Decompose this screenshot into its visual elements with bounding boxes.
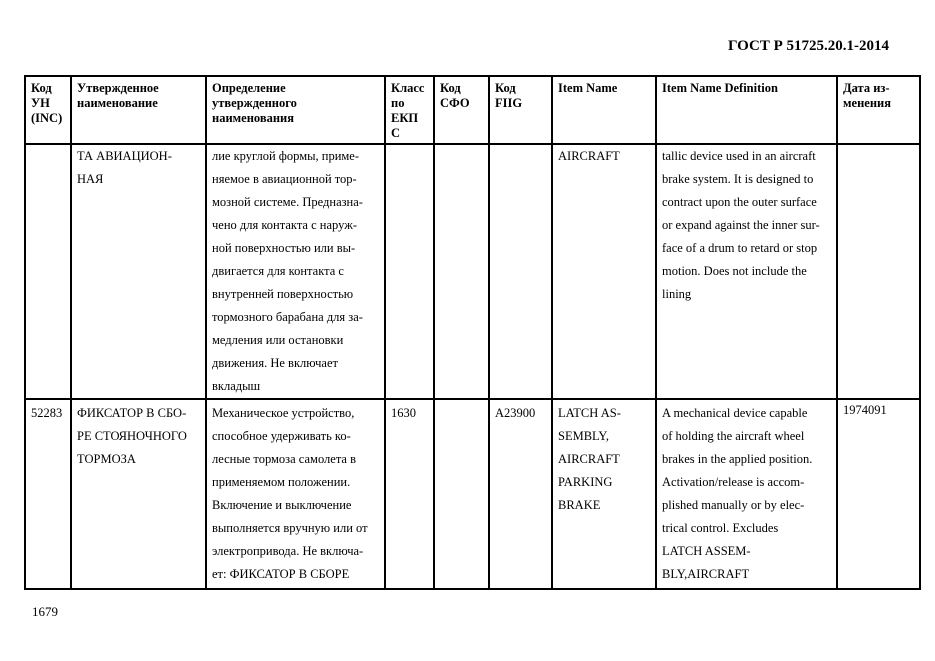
cell-text: РЕ СТОЯНОЧНОГО xyxy=(77,429,187,443)
header-text: УН xyxy=(31,96,50,110)
page-number: 1679 xyxy=(32,604,58,619)
cell-text: A mechanical device capable xyxy=(662,406,808,420)
header-text: утвержденного xyxy=(212,96,297,110)
header-text: Определение xyxy=(212,81,286,95)
cell-class xyxy=(385,399,434,589)
cell-text: электропривода. Не включа- xyxy=(212,544,364,558)
column-header-sfo xyxy=(434,76,489,144)
cell-text: чено для контакта с наруж- xyxy=(212,218,357,232)
cell-text: ет: ФИКСАТОР В СБОРЕ xyxy=(212,567,350,581)
cell-text: движения. Не включает xyxy=(212,356,338,370)
header-text: Код xyxy=(440,81,461,95)
header-text: Код xyxy=(31,81,52,95)
nomenclature-table xyxy=(24,75,921,590)
header-text: Item Name xyxy=(558,81,618,95)
header-text: С xyxy=(391,126,401,140)
cell-definition xyxy=(206,399,385,589)
cell-text: способное удерживать ко- xyxy=(212,429,351,443)
cell-text: няемое в авиационной тор- xyxy=(212,172,357,186)
cell-item-definition xyxy=(656,399,837,589)
column-header-fiig xyxy=(489,76,552,144)
cell-text: brake system. It is designed to xyxy=(662,172,814,186)
cell-text: применяемом положении. xyxy=(212,475,351,489)
cell-inc xyxy=(25,144,71,399)
cell-text: лесные тормоза самолета в xyxy=(212,452,357,466)
cell-fiig xyxy=(489,399,552,589)
cell-text: LATCH ASSEM- xyxy=(662,544,751,558)
cell-text: face of a drum to retard or stop xyxy=(662,241,818,255)
header-text: (INC) xyxy=(31,111,63,125)
cell-text: lining xyxy=(662,287,692,301)
cell-inc xyxy=(25,399,71,589)
header-text: Утвержденное xyxy=(77,81,159,95)
header-text: менения xyxy=(843,96,891,110)
cell-text: motion. Does not include the xyxy=(662,264,807,278)
cell-text: brakes in the applied position. xyxy=(662,452,813,466)
cell-text: SEMBLY, xyxy=(558,429,609,443)
cell-fiig xyxy=(489,144,552,399)
cell-text: ФИКСАТОР В СБО- xyxy=(77,406,187,420)
cell-text: BLY,AIRCRAFT xyxy=(662,567,750,581)
cell-text: двигается для контакта с xyxy=(212,264,344,278)
column-header-item-name xyxy=(552,76,656,144)
cell-item-name xyxy=(552,144,656,399)
cell-sfo xyxy=(434,399,489,589)
cell-class xyxy=(385,144,434,399)
cell-text: выполняется вручную или от xyxy=(212,521,368,535)
cell-text: tallic device used in an aircraft xyxy=(662,149,816,163)
cell-text: ТА АВИАЦИОН- xyxy=(77,149,172,163)
cell-text: медления или остановки xyxy=(212,333,344,347)
cell-text: 52283 xyxy=(31,406,63,420)
cell-text: trical control. Excludes xyxy=(662,521,779,535)
cell-text: тормозного барабана для за- xyxy=(212,310,363,324)
header-text: ЕКП xyxy=(391,111,419,125)
cell-text: Включение и выключение xyxy=(212,498,352,512)
cell-date xyxy=(837,144,920,399)
header-text: по xyxy=(391,96,405,110)
cell-text: or expand against the inner sur- xyxy=(662,218,820,232)
cell-item-definition xyxy=(656,144,837,399)
cell-text: PARKING xyxy=(558,475,613,489)
column-header-class xyxy=(385,76,434,144)
column-header-date xyxy=(837,76,920,144)
cell-text: LATCH AS- xyxy=(558,406,621,420)
header-text: СФО xyxy=(440,96,470,110)
header-text: Item Name Definition xyxy=(662,81,778,95)
column-header-item-definition xyxy=(656,76,837,144)
cell-date xyxy=(837,399,920,589)
cell-approved-name xyxy=(71,399,206,589)
cell-sfo xyxy=(434,144,489,399)
cell-text: AIRCRAFT xyxy=(558,452,620,466)
table-row xyxy=(25,399,920,589)
cell-text: A23900 xyxy=(495,406,536,420)
header-text: наименование xyxy=(77,96,158,110)
cell-text: внутренней поверхностью xyxy=(212,287,354,301)
table-row xyxy=(25,144,920,399)
cell-text: of holding the aircraft wheel xyxy=(662,429,805,443)
header-text: Код xyxy=(495,81,516,95)
header-text: наименования xyxy=(212,111,295,125)
column-header-inc xyxy=(25,76,71,144)
document-code: ГОСТ Р 51725.20.1-2014 xyxy=(727,38,889,54)
cell-text: 1974091 xyxy=(843,403,887,417)
cell-text: лие круглой формы, приме- xyxy=(212,149,360,163)
header-text: FIIG xyxy=(495,96,523,110)
cell-text: AIRCRAFT xyxy=(558,149,620,163)
cell-text: 1630 xyxy=(391,406,416,420)
table-header-row xyxy=(25,76,920,144)
cell-text: contract upon the outer surface xyxy=(662,195,817,209)
cell-text: Activation/release is accom- xyxy=(662,475,805,489)
column-header-approved-name xyxy=(71,76,206,144)
cell-text: Механическое устройство, xyxy=(212,406,355,420)
cell-text: BRAKE xyxy=(558,498,601,512)
cell-definition xyxy=(206,144,385,399)
cell-text: НАЯ xyxy=(77,172,104,186)
cell-text: мозной системе. Предназна- xyxy=(212,195,363,209)
column-header-definition xyxy=(206,76,385,144)
cell-text: plished manually or by elec- xyxy=(662,498,805,512)
header-text: Дата из- xyxy=(843,81,890,95)
cell-approved-name xyxy=(71,144,206,399)
header-text: Класс xyxy=(391,81,425,95)
cell-text: вкладыш xyxy=(212,379,261,393)
cell-text: ной поверхностью или вы- xyxy=(212,241,356,255)
cell-item-name xyxy=(552,399,656,589)
cell-text: ТОРМОЗА xyxy=(77,452,136,466)
